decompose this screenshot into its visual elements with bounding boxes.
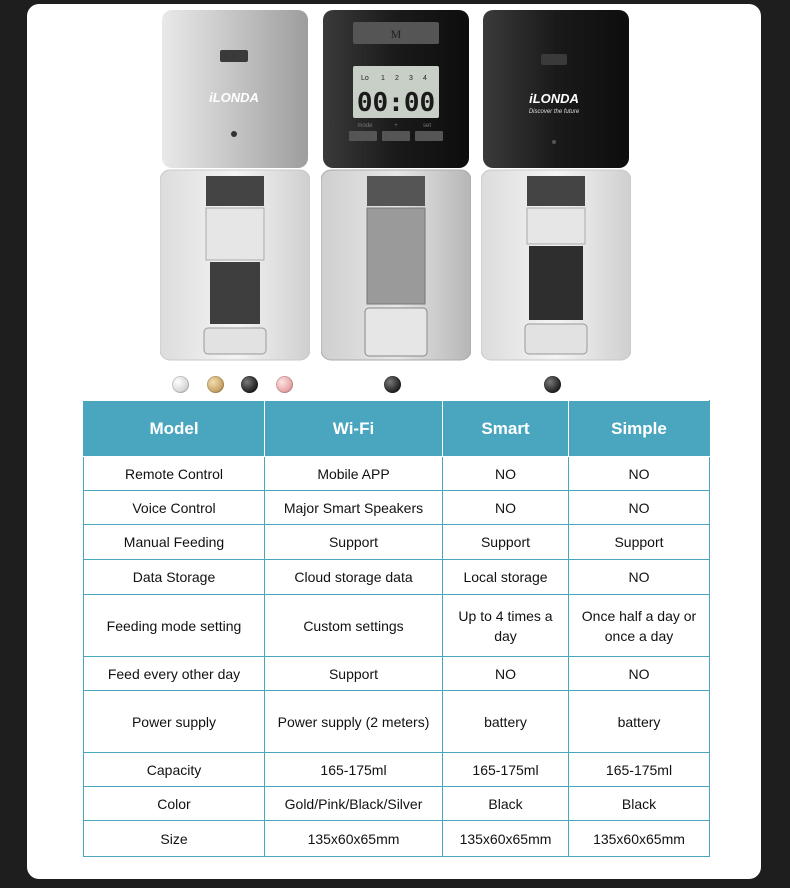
cell-simple: NO bbox=[569, 457, 710, 491]
table-row bbox=[84, 457, 710, 491]
table-row bbox=[84, 787, 710, 821]
cell-wifi: Major Smart Speakers bbox=[265, 491, 443, 525]
swatch-pink[interactable] bbox=[276, 376, 293, 393]
row-label: Feeding mode setting bbox=[84, 595, 265, 657]
cell-smart: NO bbox=[443, 457, 569, 491]
swatch-simple-black[interactable] bbox=[544, 376, 561, 393]
table-row bbox=[84, 525, 710, 560]
swatch-gold[interactable] bbox=[207, 376, 224, 393]
lcd-button-mode-label: mode bbox=[357, 123, 373, 129]
cell-wifi: Support bbox=[265, 525, 443, 560]
lcd-time: 00:00 bbox=[356, 88, 436, 118]
wifi-brand-logo: iLONDA bbox=[209, 90, 259, 105]
cell-smart: Black bbox=[443, 787, 569, 821]
table-row bbox=[84, 691, 710, 753]
lcd-mode-1: 1 bbox=[381, 75, 385, 82]
row-label: Remote Control bbox=[84, 457, 265, 491]
cell-simple: Support bbox=[569, 525, 710, 560]
row-label: Manual Feeding bbox=[84, 525, 265, 560]
swatch-black[interactable] bbox=[241, 376, 258, 393]
comparison-card bbox=[27, 4, 761, 879]
cell-wifi: Cloud storage data bbox=[265, 560, 443, 595]
smart-top-button-label: M bbox=[390, 27, 402, 41]
table-row bbox=[84, 595, 710, 657]
table-row bbox=[84, 821, 710, 857]
product-images bbox=[27, 4, 761, 374]
lcd-mode-lo: Lo bbox=[361, 75, 369, 82]
cell-smart: Support bbox=[443, 525, 569, 560]
cell-simple: battery bbox=[569, 691, 710, 753]
swatch-smart-black[interactable] bbox=[384, 376, 401, 393]
cell-smart: NO bbox=[443, 657, 569, 691]
simple-feeder-image bbox=[481, 10, 631, 362]
header-wifi: Wi-Fi bbox=[265, 401, 443, 457]
header-model: Model bbox=[84, 401, 265, 457]
lcd-button-set-label: set bbox=[422, 123, 432, 129]
smart-feeder-image bbox=[321, 10, 471, 362]
cell-simple: 135x60x65mm bbox=[569, 821, 710, 857]
cell-smart: NO bbox=[443, 491, 569, 525]
table-row bbox=[84, 753, 710, 787]
cell-simple: Once half a day or once a day bbox=[569, 595, 710, 657]
row-label: Data Storage bbox=[84, 560, 265, 595]
lcd-button-plus-label: + bbox=[394, 123, 398, 129]
cell-smart: 165-175ml bbox=[443, 753, 569, 787]
wifi-feeder-image bbox=[160, 10, 310, 362]
cell-simple: 165-175ml bbox=[569, 753, 710, 787]
table-row bbox=[84, 657, 710, 691]
cell-smart: Local storage bbox=[443, 560, 569, 595]
cell-wifi: Mobile APP bbox=[265, 457, 443, 491]
cell-smart: Up to 4 times a day bbox=[443, 595, 569, 657]
header-smart: Smart bbox=[443, 401, 569, 457]
cell-wifi: 165-175ml bbox=[265, 753, 443, 787]
cell-simple: Black bbox=[569, 787, 710, 821]
lcd-mode-4: 4 bbox=[423, 75, 427, 82]
cell-wifi: 135x60x65mm bbox=[265, 821, 443, 857]
lcd-mode-3: 3 bbox=[409, 75, 413, 82]
lcd-mode-2: 2 bbox=[395, 75, 399, 82]
cell-smart: 135x60x65mm bbox=[443, 821, 569, 857]
comparison-table bbox=[83, 400, 710, 857]
simple-brand-logo: iLONDA bbox=[529, 91, 579, 106]
simple-tagline: Discover the future bbox=[528, 109, 580, 115]
row-label: Power supply bbox=[84, 691, 265, 753]
swatch-silver[interactable] bbox=[172, 376, 189, 393]
cell-simple: NO bbox=[569, 491, 710, 525]
cell-wifi: Power supply (2 meters) bbox=[265, 691, 443, 753]
cell-wifi: Custom settings bbox=[265, 595, 443, 657]
table-row bbox=[84, 560, 710, 595]
cell-smart: battery bbox=[443, 691, 569, 753]
cell-wifi: Support bbox=[265, 657, 443, 691]
row-label: Size bbox=[84, 821, 265, 857]
row-label: Voice Control bbox=[84, 491, 265, 525]
header-simple: Simple bbox=[569, 401, 710, 457]
table-header-row bbox=[84, 401, 710, 457]
row-label: Capacity bbox=[84, 753, 265, 787]
cell-wifi: Gold/Pink/Black/Silver bbox=[265, 787, 443, 821]
cell-simple: NO bbox=[569, 657, 710, 691]
row-label: Feed every other day bbox=[84, 657, 265, 691]
cell-simple: NO bbox=[569, 560, 710, 595]
table-row bbox=[84, 491, 710, 525]
row-label: Color bbox=[84, 787, 265, 821]
